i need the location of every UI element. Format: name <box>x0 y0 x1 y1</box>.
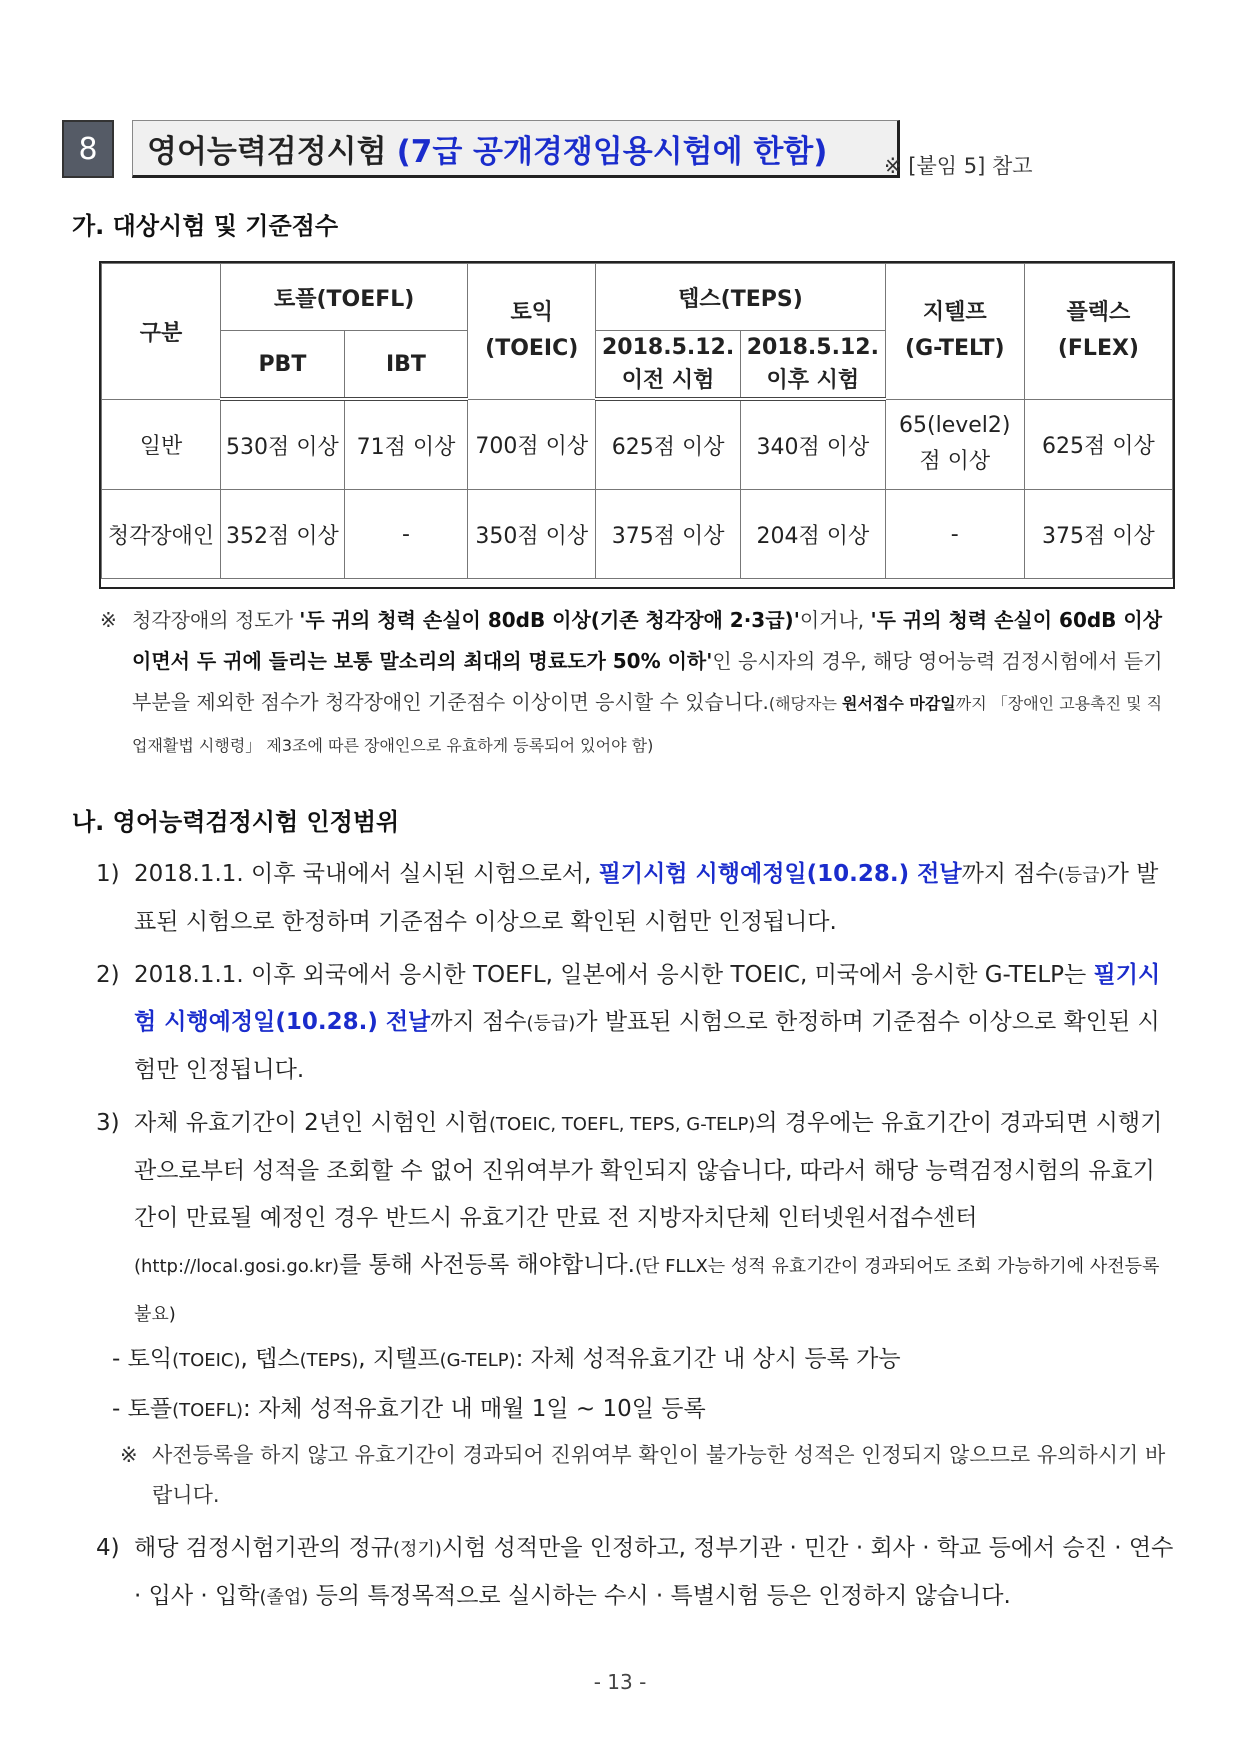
item-text: 2018.1.1. 이후 국내에서 실시된 시험으로서, <box>134 861 599 887</box>
cell-teps-before: 375점 이상 <box>596 490 741 579</box>
subsection-heading-a: 가. 대상시험 및 기준점수 <box>72 212 339 240</box>
item-text: 시험 성적만을 인정하고, 정부기관 · 민간 · 회사 · 학교 등에서 승진 · 연수 · 입사 · 입학 <box>134 1535 1174 1609</box>
item-text: 가 발표된 시험으로 한정하며 기준점수 이상으로 확인된 시험만 인정됩니다. <box>134 861 1159 935</box>
dash-mark: - <box>112 1346 121 1372</box>
dash-small: (G-TELP) <box>439 1350 516 1371</box>
dash-item <box>112 1340 901 1373</box>
header-teps-before: 2018.5.12. 이전 시험 <box>596 331 741 400</box>
item-text: 2018.1.1. 이후 외국에서 응시한 TOEFL, 일본에서 응시한 TOEIC, 미국에서 응시한 G-TELP는 <box>134 962 1094 988</box>
item-text: 가 발표된 시험으로 한정하며 기준점수 이상으로 확인된 시험만 인정됩니다. <box>134 1009 1160 1083</box>
item-text: 등의 특정목적으로 실시하는 수시 · 특별시험 등은 인정하지 않습니다. <box>308 1583 1011 1609</box>
note-text: 사전등록을 하지 않고 유효기간이 경과되어 진위여부 확인이 불가능한 성적은 인정되지 않으므로 유의하시기 바랍니다. <box>152 1443 1166 1507</box>
dash-text: 토플 <box>127 1396 173 1422</box>
subsection-heading-b: 나. 영어능력검정시험 인정범위 <box>72 808 400 836</box>
cell-teps-before: 625점 이상 <box>596 399 741 490</box>
list-item <box>96 1100 1176 1338</box>
item-small: (등급) <box>1057 865 1107 886</box>
section-title <box>132 120 900 178</box>
header-flex: 플렉스 (FLEX) <box>1024 264 1172 400</box>
item-small: (등급) <box>526 1013 576 1034</box>
item-highlight: 필기시험 시행예정일(10.28.) 전날 <box>598 861 962 887</box>
dash-small: (TOEFL) <box>172 1400 244 1421</box>
header-teps-after: 2018.5.12. 이후 시험 <box>740 331 885 400</box>
item-small: (TOEIC, TOEFL, TEPS, G-TELP) <box>488 1114 756 1135</box>
item-text: 자체 유효기간이 2년인 시험인 시험 <box>134 1110 489 1136</box>
registration-note <box>120 1435 1175 1515</box>
cell-ibt: 71점 이상 <box>344 399 468 490</box>
cell-pbt: 530점 이상 <box>221 399 345 490</box>
header-toeic: 토익 (TOEIC) <box>468 264 596 400</box>
table-row <box>102 399 1173 490</box>
hearing-impaired-note <box>100 600 1175 766</box>
row-label: 일반 <box>102 399 221 490</box>
note-mark: ※ <box>100 608 117 632</box>
item-text: 의 경우에는 유효기간이 경과되면 시행기관으로부터 성적을 조회할 수 없어 진위여부가 확인되지 않습니다, 따라서 해당 능력검정시험의 유효기간이 만료될 예정인 경우 반드시 유효기간 만료 전 지방자치단체 인터넷원서접수센터 <box>134 1110 1163 1231</box>
table-row <box>102 490 1173 579</box>
header-ibt: IBT <box>344 331 468 400</box>
cell-flex: 375점 이상 <box>1024 490 1172 579</box>
header-gtelp: 지텔프 (G-TELT) <box>885 264 1024 400</box>
reference-note: ※ [붙임 5] 참고 <box>884 154 1033 178</box>
item-small: (정기) <box>393 1539 442 1560</box>
note-small: 까지 「장애인 고용촉진 및 직업재활법 시행령」 제3조에 따른 장애인으로 유효하게 등록되어 있어야 함) <box>132 694 1163 755</box>
item-number: 4) <box>96 1535 120 1561</box>
dash-text: : 자체 성적유효기간 내 상시 등록 가능 <box>515 1346 901 1372</box>
note-small-bold: 원서접수 마감일 <box>841 694 956 713</box>
page-number: - 13 - <box>593 1670 647 1694</box>
row-label: 청각장애인 <box>102 490 221 579</box>
item-small: (http://local.gosi.go.kr) <box>134 1256 340 1277</box>
cell-teps-after: 340점 이상 <box>740 399 885 490</box>
dash-small: (TOEIC) <box>172 1350 241 1371</box>
item-text: 해당 검정시험기관의 정규 <box>134 1535 394 1561</box>
cell-gtelp: - <box>885 490 1024 579</box>
note-mark: ※ <box>120 1443 138 1467</box>
section-title-scope: (7급 공개경쟁임용시험에 한함) <box>396 133 828 170</box>
cell-teps-after: 204점 이상 <box>740 490 885 579</box>
score-table <box>101 263 1173 579</box>
section-number: 8 <box>62 120 114 178</box>
list-item <box>96 851 1176 946</box>
cell-gtelp: 65(level2) 점 이상 <box>885 399 1024 490</box>
cell-pbt: 352점 이상 <box>221 490 345 579</box>
dash-item <box>112 1390 706 1423</box>
cell-flex: 625점 이상 <box>1024 399 1172 490</box>
item-small: (단 FLLX는 성적 유효기간이 경과되어도 조회 가능하기에 사전등록 불요) <box>134 1256 1160 1325</box>
note-text: 인 응시자의 경우, 해당 영어능력 검정시험에서 듣기부분을 제외한 점수가 청각장애인 기준점수 이상이면 응시할 수 있습니다. <box>132 649 1163 714</box>
dash-small: (TEPS) <box>299 1350 359 1371</box>
dash-mark: - <box>112 1396 121 1422</box>
item-highlight: 필기시험 시행예정일(10.28.) 전날 <box>134 962 1161 1035</box>
item-text: 까지 점수 <box>430 1009 527 1035</box>
note-bold: '두 귀의 청력 손실이 80dB 이상(기존 청각장애 2·3급)' <box>299 608 800 632</box>
header-category: 구분 <box>102 264 221 400</box>
cell-toeic: 350점 이상 <box>468 490 596 579</box>
item-number: 2) <box>96 962 120 988</box>
cell-toeic: 700점 이상 <box>468 399 596 490</box>
note-bold: '두 귀의 청력 손실이 60dB 이상이면서 두 귀에 들리는 보통 말소리의 최대의 명료도가 50% 이하' <box>132 608 1163 673</box>
section-title-main: 영어능력검정시험 <box>147 133 387 170</box>
item-text: 를 통해 사전등록 해야합니다. <box>339 1252 635 1278</box>
note-text: 이거나, <box>799 608 871 632</box>
item-number: 1) <box>96 861 120 887</box>
dash-text: 토익 <box>127 1346 173 1372</box>
item-text: 까지 점수 <box>961 861 1058 887</box>
cell-ibt: - <box>344 490 468 579</box>
item-small: (졸업) <box>259 1587 309 1608</box>
list-item <box>96 1525 1176 1621</box>
note-small: (해당자는 <box>768 694 842 713</box>
dash-text: , 텝스 <box>240 1346 300 1372</box>
header-toefl: 토플(TOEFL) <box>221 264 468 331</box>
item-number: 3) <box>96 1110 120 1136</box>
header-pbt: PBT <box>221 331 345 400</box>
dash-text: : 자체 성적유효기간 내 매월 1일 ~ 10일 등록 <box>243 1396 706 1422</box>
list-item <box>96 952 1176 1094</box>
dash-text: , 지텔프 <box>358 1346 440 1372</box>
note-text: 청각장애의 정도가 <box>132 608 300 632</box>
header-teps: 텝스(TEPS) <box>596 264 885 331</box>
